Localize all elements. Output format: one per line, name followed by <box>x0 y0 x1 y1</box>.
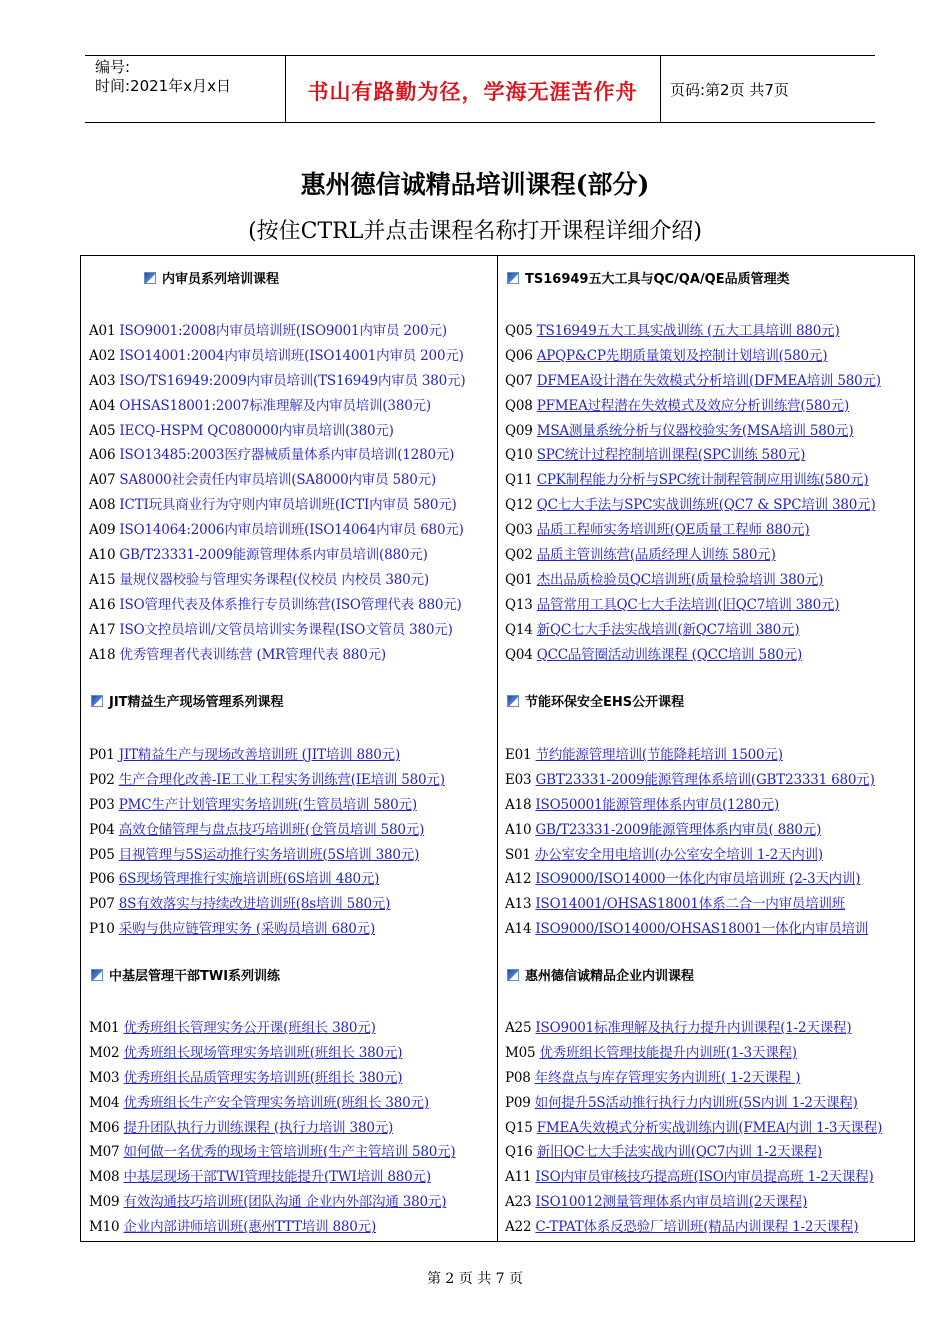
course-link[interactable]: FMEA失效模式分析实战训练内训(FMEA内训 1-3天课程) <box>536 1119 883 1136</box>
course-item[interactable]: A23 ISO10012测量管理体系内审员培训(2天课程) <box>505 1194 808 1211</box>
course-list <box>89 319 465 667</box>
course-item[interactable]: M08 中基层现场干部TWI管理技能提升(TWI培训 880元) <box>89 1169 431 1186</box>
course-item[interactable]: A14 ISO9000/ISO14000/OHSAS18001一体化内审员培训 <box>505 921 869 938</box>
course-item[interactable]: A09 ISO14064:2006内审员培训班(ISO14064内审员 680元) <box>89 522 464 539</box>
course-link[interactable]: ISO9001:2008内审员培训班(ISO9001内审员 200元) <box>119 323 447 339</box>
course-link[interactable]: 优秀班组长生产安全管理实务培训班(班组长 380元) <box>123 1094 429 1111</box>
course-list <box>89 743 445 942</box>
course-item[interactable]: Q10 SPC统计过程控制培训课程(SPC训练 580元) <box>505 447 806 464</box>
section-bullet-icon <box>507 272 519 284</box>
course-link[interactable]: JIT精益生产与现场改善培训班 (JIT培训 880元) <box>118 747 401 763</box>
time-label: 时间:2021年x月x日 <box>95 77 231 95</box>
course-item[interactable]: Q08 PFMEA过程潜在失效模式及效应分析训练营(580元) <box>505 397 850 414</box>
course-item[interactable]: P01 JIT精益生产与现场改善培训班 (JIT培训 880元) <box>89 747 401 763</box>
course-item[interactable]: A01 ISO9001:2008内审员培训班(ISO9001内审员 200元) <box>89 323 447 339</box>
column-divider <box>497 256 498 1241</box>
course-list <box>505 1016 882 1240</box>
course-item[interactable]: M10 企业内部讲师培训班(惠州TTT培训 880元) <box>89 1219 377 1236</box>
course-item[interactable]: Q04 QCC品管圈活动训练课程 (QCC培训 580元) <box>505 646 803 663</box>
course-link[interactable]: 中基层现场干部TWI管理技能提升(TWI培训 880元) <box>123 1169 431 1186</box>
course-link[interactable]: GBT23331-2009能源管理体系培训(GBT23331 680元) <box>535 771 875 788</box>
course-link[interactable]: 优秀班组长品质管理实务培训班(班组长 380元) <box>123 1069 403 1086</box>
course-link[interactable]: C-TPAT体系反恐验厂培训班(精品内训课程 1-2天课程) <box>535 1219 859 1236</box>
course-item[interactable]: Q02 品质主管训练营(品质经理人训练 580元) <box>505 547 776 564</box>
course-item[interactable]: P09 如何提升5S活动推行执行力内训班(5S内训 1-2天课程) <box>505 1094 858 1111</box>
course-link[interactable]: 新QC七大手法实战培训(新QC7培训 380元) <box>536 621 800 638</box>
course-link[interactable]: ICTI玩具商业行为守则内审员培训班(ICTI内审员 580元) <box>119 497 457 514</box>
course-item[interactable]: Q11 CPK制程能力分析与SPC统计制程管制应用训练(580元) <box>505 472 869 489</box>
course-item[interactable]: P02 生产合理化改善-IE工业工程实务训练营(IE培训 580元) <box>89 771 445 788</box>
course-link[interactable]: 节约能源管理培训(节能降耗培训 1500元) <box>535 747 783 763</box>
section-heading: 惠州德信诚精品企业内训课程 <box>507 965 694 985</box>
header-meta <box>95 58 231 96</box>
course-item[interactable]: A06 ISO13485:2003医疗器械质量体系内审员培训(1280元) <box>89 447 455 464</box>
course-item[interactable]: M06 提升团队执行力训练课程 (执行力培训 380元) <box>89 1119 394 1136</box>
course-link[interactable]: 优秀班组长管理实务公开课(班组长 380元) <box>123 1020 376 1036</box>
section-bullet-icon <box>91 695 103 707</box>
course-item[interactable]: A10 GB/T23331-2009能源管理体系内审员培训(880元) <box>89 547 428 564</box>
section-heading: 中基层管理干部TWI系列训练 <box>91 965 280 985</box>
header-divider <box>660 56 661 122</box>
course-link[interactable]: APQP&CP先期质量策划及控制计划培训(580元) <box>536 347 828 364</box>
document-header <box>85 55 875 123</box>
course-item[interactable]: M01 优秀班组长管理实务公开课(班组长 380元) <box>89 1020 376 1036</box>
course-item[interactable]: E03 GBT23331-2009能源管理体系培训(GBT23331 680元) <box>505 771 875 788</box>
course-link[interactable]: SA8000社会责任内审员培训(SA8000内审员 580元) <box>119 472 437 489</box>
course-link[interactable]: 品管常用工具QC七大手法培训(旧QC7培训 380元) <box>536 596 840 613</box>
course-item[interactable]: A08 ICTI玩具商业行为守则内审员培训班(ICTI内审员 580元) <box>89 497 457 514</box>
number-label: 编号: <box>95 58 131 76</box>
page-subtitle: (按住CTRL并点击课程名称打开课程详细介绍) <box>248 219 702 244</box>
course-link[interactable]: GB/T23331-2009能源管理体系内审员培训(880元) <box>119 547 428 564</box>
course-item[interactable]: E01 节约能源管理培训(节能降耗培训 1500元) <box>505 747 783 763</box>
course-link[interactable]: 企业内部讲师培训班(惠州TTT培训 880元) <box>123 1219 377 1236</box>
course-link[interactable]: MSA测量系统分析与仪器校验实务(MSA培训 580元) <box>536 422 854 439</box>
course-item[interactable]: Q09 MSA测量系统分析与仪器校验实务(MSA培训 580元) <box>505 422 854 439</box>
course-item[interactable]: Q01 杰出品质检验员QC培训班(质量检验培训 380元) <box>505 571 824 588</box>
course-link[interactable]: ISO9000/ISO14000/OHSAS18001一体化内审员培训 <box>535 921 869 938</box>
course-item[interactable]: Q03 品质工程师实务培训班(QE质量工程师 880元) <box>505 522 810 539</box>
course-link[interactable]: 生产合理化改善-IE工业工程实务训练营(IE培训 580元) <box>118 771 445 788</box>
course-item[interactable]: Q06 APQP&CP先期质量策划及控制计划培训(580元) <box>505 347 828 364</box>
course-item[interactable]: A03 ISO/TS16949:2009内审员培训(TS16949内审员 380元) <box>89 372 466 389</box>
course-link[interactable]: OHSAS18001:2007标准理解及内审员培训(380元) <box>119 397 431 414</box>
course-link[interactable]: 优秀班组长现场管理实务培训班(班组长 380元) <box>123 1044 403 1061</box>
section-bullet-icon <box>144 272 156 284</box>
course-link[interactable]: QC七大手法与SPC实战训练班(QC7 & SPC培训 380元) <box>536 497 876 514</box>
course-item[interactable]: Q07 DFMEA设计潜在失效模式分析培训(DFMEA培训 580元) <box>505 372 881 389</box>
course-item[interactable]: P04 高效仓储管理与盘点技巧培训班(仓管员培训 580元) <box>89 821 425 838</box>
section-heading: JIT精益生产现场管理系列课程 <box>91 691 284 711</box>
course-link[interactable]: 采购与供应链管理实务 (采购员培训 680元) <box>118 921 376 938</box>
course-link[interactable]: ISO内审员审核技巧提高班(ISO内审员提高班 1-2天课程) <box>535 1169 874 1186</box>
course-item[interactable]: Q13 品管常用工具QC七大手法培训(旧QC7培训 380元) <box>505 596 840 613</box>
course-link[interactable]: 优秀班组长管理技能提升内训班(1-3天课程) <box>539 1044 797 1061</box>
course-list <box>505 319 881 667</box>
course-link[interactable]: 8S有效落实与持续改进培训班(8s培训 580元) <box>118 896 391 913</box>
course-link[interactable]: 6S现场管理推行实施培训班(6S培训 480元) <box>118 871 380 888</box>
header-motto: 书山有路勤为径，学海无涯苦作舟 <box>307 80 638 104</box>
course-item[interactable]: A18 优秀管理者代表训练营 (MR管理代表 880元) <box>89 646 386 663</box>
header-page-label: 页码:第2页 共7页 <box>670 81 789 99</box>
course-item[interactable]: A25 ISO9001标准理解及执行力提升内训课程(1-2天课程) <box>505 1020 852 1036</box>
course-item[interactable]: A18 ISO50001能源管理体系内审员(1280元) <box>505 796 780 813</box>
course-item[interactable]: A04 OHSAS18001:2007标准理解及内审员培训(380元) <box>89 397 431 414</box>
course-item[interactable]: Q14 新QC七大手法实战培训(新QC7培训 380元) <box>505 621 800 638</box>
course-link[interactable]: 目视管理与5S运动推行实务培训班(5S培训 380元) <box>118 846 420 863</box>
course-link[interactable]: ISO10012测量管理体系内审员培训(2天课程) <box>535 1194 808 1211</box>
course-item[interactable]: M07 如何做一名优秀的现场主管培训班(生产主管培训 580元) <box>89 1144 456 1161</box>
course-link[interactable]: 杰出品质检验员QC培训班(质量检验培训 380元) <box>536 571 824 588</box>
course-item[interactable]: M02 优秀班组长现场管理实务培训班(班组长 380元) <box>89 1044 403 1061</box>
course-link[interactable]: 高效仓储管理与盘点技巧培训班(仓管员培训 580元) <box>118 821 425 838</box>
course-link[interactable]: 提升团队执行力训练课程 (执行力培训 380元) <box>123 1119 394 1136</box>
course-table <box>80 255 915 1242</box>
page-title: 惠州德信诚精品培训课程(部分) <box>300 170 650 199</box>
course-item[interactable]: S01 办公室安全用电培训(办公室安全培训 1-2天内训) <box>505 846 823 863</box>
course-item[interactable]: A15 量规仪器校验与管理实务课程(仪校员 内校员 380元) <box>89 571 429 588</box>
course-item[interactable]: M03 优秀班组长品质管理实务培训班(班组长 380元) <box>89 1069 403 1086</box>
course-item[interactable]: A02 ISO14001:2004内审员培训班(ISO14001内审员 200元) <box>89 347 464 364</box>
course-link[interactable]: ISO管理代表及体系推行专员训练营(ISO管理代表 880元) <box>119 596 462 613</box>
course-link[interactable]: ISO14064:2006内审员培训班(ISO14064内审员 680元) <box>119 522 464 539</box>
course-item[interactable]: Q12 QC七大手法与SPC实战训练班(QC7 & SPC培训 380元) <box>505 497 876 514</box>
course-link[interactable]: TS16949五大工具实战训练 (五大工具培训 880元) <box>536 323 840 339</box>
course-link[interactable]: 年终盘点与库存管理实务内训班( 1-2天课程 ) <box>534 1069 801 1086</box>
course-link[interactable]: 优秀管理者代表训练营 (MR管理代表 880元) <box>119 646 386 663</box>
course-link[interactable]: 品质主管训练营(品质经理人训练 580元) <box>536 547 776 564</box>
course-link[interactable]: QCC品管圈活动训练课程 (QCC培训 580元) <box>536 646 803 663</box>
course-list <box>89 1016 456 1240</box>
course-link[interactable]: CPK制程能力分析与SPC统计制程管制应用训练(580元) <box>536 472 869 489</box>
course-item[interactable]: A12 ISO9000/ISO14000一体化内审员培训班 (2-3天内训) <box>505 871 861 888</box>
course-link[interactable]: DFMEA设计潜在失效模式分析培训(DFMEA培训 580元) <box>536 372 881 389</box>
course-link[interactable]: SPC统计过程控制培训课程(SPC训练 580元) <box>536 447 806 464</box>
course-link[interactable]: ISO9000/ISO14000一体化内审员培训班 (2-3天内训) <box>535 871 861 888</box>
course-link[interactable]: 新旧QC七大手法实战内训(QC7内训 1-2天课程) <box>536 1144 822 1161</box>
course-item[interactable]: A10 GB/T23331-2009能源管理体系内审员( 880元) <box>505 821 822 838</box>
course-item[interactable]: P03 PMC生产计划管理实务培训班(生管员培训 580元) <box>89 796 417 813</box>
course-link[interactable]: ISO文控员培训/文管员培训实务课程(ISO文管员 380元) <box>119 621 453 638</box>
course-link[interactable]: 品质工程师实务培训班(QE质量工程师 880元) <box>536 522 810 539</box>
course-item[interactable]: A07 SA8000社会责任内审员培训(SA8000内审员 580元) <box>89 472 437 489</box>
course-item[interactable]: P07 8S有效落实与持续改进培训班(8s培训 580元) <box>89 896 391 913</box>
course-link[interactable]: 办公室安全用电培训(办公室安全培训 1-2天内训) <box>534 846 823 863</box>
course-link[interactable]: ISO9001标准理解及执行力提升内训课程(1-2天课程) <box>535 1020 852 1036</box>
course-item[interactable]: P05 目视管理与5S运动推行实务培训班(5S培训 380元) <box>89 846 420 863</box>
section-heading: 节能环保安全EHS公开课程 <box>507 691 684 711</box>
course-item[interactable]: P06 6S现场管理推行实施培训班(6S培训 480元) <box>89 871 380 888</box>
section-bullet-icon <box>91 969 103 981</box>
course-item[interactable]: Q16 新旧QC七大手法实战内训(QC7内训 1-2天课程) <box>505 1144 822 1161</box>
course-link[interactable]: ISO50001能源管理体系内审员(1280元) <box>535 796 780 813</box>
course-item[interactable]: A11 ISO内审员审核技巧提高班(ISO内审员提高班 1-2天课程) <box>505 1169 874 1186</box>
course-item[interactable]: P08 年终盘点与库存管理实务内训班( 1-2天课程 ) <box>505 1069 801 1086</box>
course-link[interactable]: ISO/TS16949:2009内审员培训(TS16949内审员 380元) <box>119 372 466 389</box>
section-heading: TS16949五大工具与QC/QA/QE品质管理类 <box>507 268 790 288</box>
course-link[interactable]: ISO14001/OHSAS18001体系二合一内审员培训班 <box>535 896 846 913</box>
course-item[interactable]: M05 优秀班组长管理技能提升内训班(1-3天课程) <box>505 1044 797 1061</box>
course-item[interactable]: Q05 TS16949五大工具实战训练 (五大工具培训 880元) <box>505 323 840 339</box>
course-link[interactable]: IECQ-HSPM QC080000内审员培训(380元) <box>119 422 394 439</box>
course-item[interactable]: Q15 FMEA失效模式分析实战训练内训(FMEA内训 1-3天课程) <box>505 1119 883 1136</box>
course-item[interactable]: M09 有效沟通技巧培训班(团队沟通 企业内外部沟通 380元) <box>89 1194 447 1211</box>
course-item[interactable]: P10 采购与供应链管理实务 (采购员培训 680元) <box>89 921 376 938</box>
course-item[interactable]: A17 ISO文控员培训/文管员培训实务课程(ISO文管员 380元) <box>89 621 453 638</box>
course-link[interactable]: 如何做一名优秀的现场主管培训班(生产主管培训 580元) <box>123 1144 456 1161</box>
course-link[interactable]: 如何提升5S活动推行执行力内训班(5S内训 1-2天课程) <box>534 1094 858 1111</box>
course-link[interactable]: ISO13485:2003医疗器械质量体系内审员培训(1280元) <box>119 447 455 464</box>
course-link[interactable]: PMC生产计划管理实务培训班(生管员培训 580元) <box>118 796 417 813</box>
course-link[interactable]: 量规仪器校验与管理实务课程(仪校员 内校员 380元) <box>119 571 429 588</box>
section-bullet-icon <box>507 695 519 707</box>
course-list <box>505 743 875 942</box>
course-item[interactable]: A16 ISO管理代表及体系推行专员训练营(ISO管理代表 880元) <box>89 596 462 613</box>
course-link[interactable]: PFMEA过程潜在失效模式及效应分析训练营(580元) <box>536 397 850 414</box>
course-link[interactable]: GB/T23331-2009能源管理体系内审员( 880元) <box>535 821 822 838</box>
course-item[interactable]: A13 ISO14001/OHSAS18001体系二合一内审员培训班 <box>505 896 846 913</box>
page-footer: 第 2 页 共 7 页 <box>426 1271 524 1287</box>
course-link[interactable]: 有效沟通技巧培训班(团队沟通 企业内外部沟通 380元) <box>123 1194 447 1211</box>
section-heading: 内审员系列培训课程 <box>144 268 279 288</box>
section-bullet-icon <box>507 969 519 981</box>
course-item[interactable]: A22 C-TPAT体系反恐验厂培训班(精品内训课程 1-2天课程) <box>505 1219 859 1236</box>
course-link[interactable]: ISO14001:2004内审员培训班(ISO14001内审员 200元) <box>119 347 464 364</box>
course-item[interactable]: M04 优秀班组长生产安全管理实务培训班(班组长 380元) <box>89 1094 429 1111</box>
course-item[interactable]: A05 IECQ-HSPM QC080000内审员培训(380元) <box>89 422 394 439</box>
